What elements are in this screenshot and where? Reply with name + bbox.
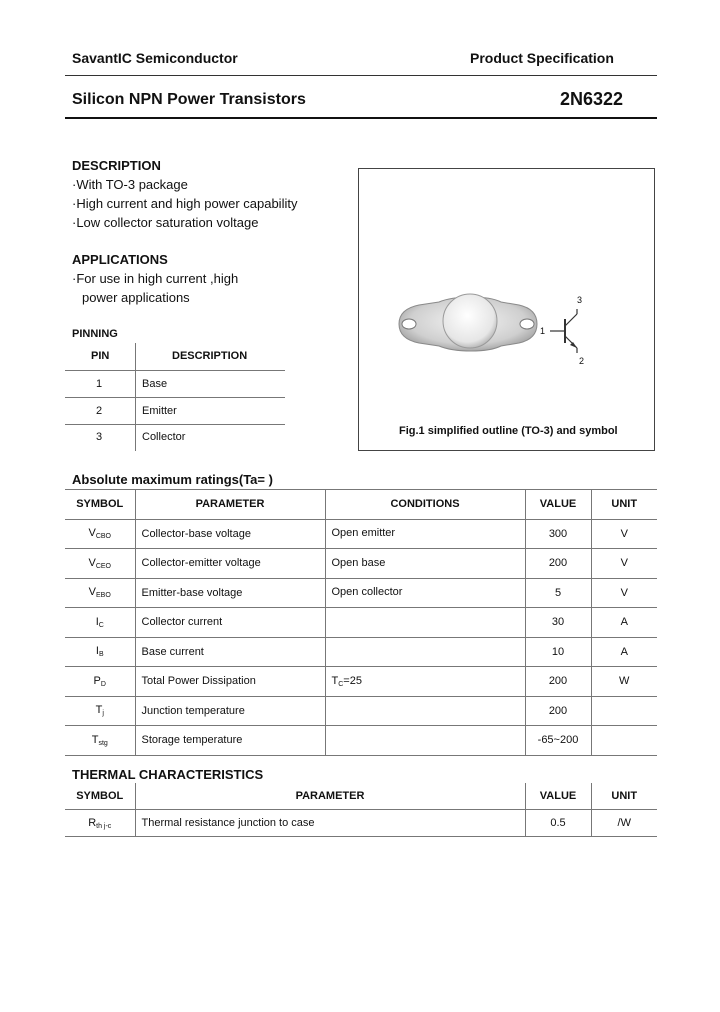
ratings-col-parameter: PARAMETER	[135, 490, 325, 520]
applications-line: power applications	[82, 290, 190, 305]
npn-transistor-symbol-icon	[359, 169, 656, 452]
parameter-cell: Storage temperature	[135, 726, 325, 756]
ratings-col-value: VALUE	[525, 490, 591, 520]
pinning-row-divider	[65, 370, 285, 371]
figure-caption: Fig.1 simplified outline (TO-3) and symbol	[399, 425, 618, 437]
applications-heading: APPLICATIONS	[72, 252, 168, 267]
header-divider	[65, 75, 657, 76]
pinning-row-divider	[65, 397, 285, 398]
conditions-cell: Open base	[325, 549, 525, 579]
ratings-col-unit: UNIT	[591, 490, 657, 520]
pin-number: 2	[96, 405, 103, 417]
symbol-cell: $T_{stg}$	[65, 726, 135, 756]
unit-cell: A	[591, 637, 657, 667]
unit-cell	[591, 726, 657, 756]
value-cell: 200	[525, 549, 591, 579]
table-row	[65, 810, 657, 837]
table-row	[65, 726, 657, 756]
symbol-cell: $I_B$	[65, 637, 135, 667]
symbol-cell: $P_D$	[65, 667, 135, 697]
ratings-heading: Absolute maximum ratings(Ta= )	[72, 472, 273, 487]
description-item: ·High current and high power capability	[72, 196, 298, 211]
document-type: Product Specification	[470, 50, 614, 66]
thermal-col-parameter: PARAMETER	[135, 783, 525, 810]
unit-cell: W	[591, 667, 657, 697]
value-cell: 300	[525, 519, 591, 549]
unit-cell: V	[591, 549, 657, 579]
symbol-pin-1-label: 1	[540, 326, 546, 336]
symbol-pin-3-label: 3	[577, 295, 583, 305]
pinning-col-pin: PIN	[91, 350, 110, 362]
thermal-heading: THERMAL CHARACTERISTICS	[72, 767, 264, 782]
symbol-pin-2-label: 2	[579, 356, 585, 366]
pinning-col-description: DESCRIPTION	[172, 350, 248, 362]
unit-cell	[591, 696, 657, 726]
symbol-cell: $I_C$	[65, 608, 135, 638]
description-item: ·Low collector saturation voltage	[72, 215, 259, 230]
conditions-cell: $T_C=25$	[325, 667, 525, 697]
figure-box	[358, 168, 655, 451]
ratings-col-symbol: SYMBOL	[65, 490, 135, 520]
table-row	[65, 637, 657, 667]
value-cell: -65~200	[525, 726, 591, 756]
conditions-cell	[325, 608, 525, 638]
symbol-cell: $R_{th j-c}$	[65, 810, 135, 837]
value-cell: 200	[525, 696, 591, 726]
parameter-cell: Base current	[135, 637, 325, 667]
pin-description: Base	[142, 378, 168, 390]
value-cell: 30	[525, 608, 591, 638]
pinning-row-divider	[65, 424, 285, 425]
title-divider	[65, 117, 657, 119]
conditions-cell: Open collector	[325, 578, 525, 608]
parameter-cell: Junction temperature	[135, 696, 325, 726]
table-row	[65, 549, 657, 579]
pin-number: 3	[96, 431, 103, 443]
page-title: Silicon NPN Power Transistors	[72, 91, 306, 108]
ratings-col-conditions: CONDITIONS	[325, 490, 525, 520]
description-heading: DESCRIPTION	[72, 158, 161, 173]
table-row	[65, 667, 657, 697]
symbol-cell: $V_{CEO}$	[65, 549, 135, 579]
symbol-cell: $T_j$	[65, 696, 135, 726]
table-row	[65, 696, 657, 726]
parameter-cell: Total Power Dissipation	[135, 667, 325, 697]
pin-number: 1	[96, 378, 103, 390]
conditions-cell	[325, 726, 525, 756]
table-row	[65, 608, 657, 638]
thermal-col-unit: UNIT	[591, 783, 657, 810]
pinning-heading: PINNING	[72, 328, 118, 340]
value-cell: 0.5	[525, 810, 591, 837]
parameter-cell: Collector-base voltage	[135, 519, 325, 549]
applications-line: ·For use in high current ,high	[72, 271, 239, 286]
thermal-header-row	[65, 783, 657, 810]
unit-cell: V	[591, 519, 657, 549]
unit-cell: A	[591, 608, 657, 638]
parameter-cell: Collector current	[135, 608, 325, 638]
company-name: SavantIC Semiconductor	[72, 50, 238, 66]
description-item: ·With TO-3 package	[72, 177, 188, 192]
parameter-cell: Emitter-base voltage	[135, 578, 325, 608]
conditions-cell	[325, 637, 525, 667]
symbol-cell: $V_{EBO}$	[65, 578, 135, 608]
table-row	[65, 578, 657, 608]
table-row	[65, 519, 657, 549]
conditions-cell: Open emitter	[325, 519, 525, 549]
pin-description: Collector	[142, 431, 186, 443]
pin-description: Emitter	[142, 405, 177, 417]
ratings-table	[65, 489, 657, 756]
conditions-cell	[325, 696, 525, 726]
parameter-cell: Collector-emitter voltage	[135, 549, 325, 579]
ratings-header-row	[65, 490, 657, 520]
thermal-col-value: VALUE	[525, 783, 591, 810]
value-cell: 10	[525, 637, 591, 667]
parameter-cell: Thermal resistance junction to case	[135, 810, 525, 837]
pinning-table	[65, 343, 285, 451]
part-number: 2N6322	[560, 89, 624, 109]
thermal-table	[65, 783, 657, 837]
value-cell: 5	[525, 578, 591, 608]
unit-cell: V	[591, 578, 657, 608]
value-cell: 200	[525, 667, 591, 697]
unit-cell: /W	[591, 810, 657, 837]
thermal-col-symbol: SYMBOL	[65, 783, 135, 810]
symbol-cell: $V_{CBO}$	[65, 519, 135, 549]
